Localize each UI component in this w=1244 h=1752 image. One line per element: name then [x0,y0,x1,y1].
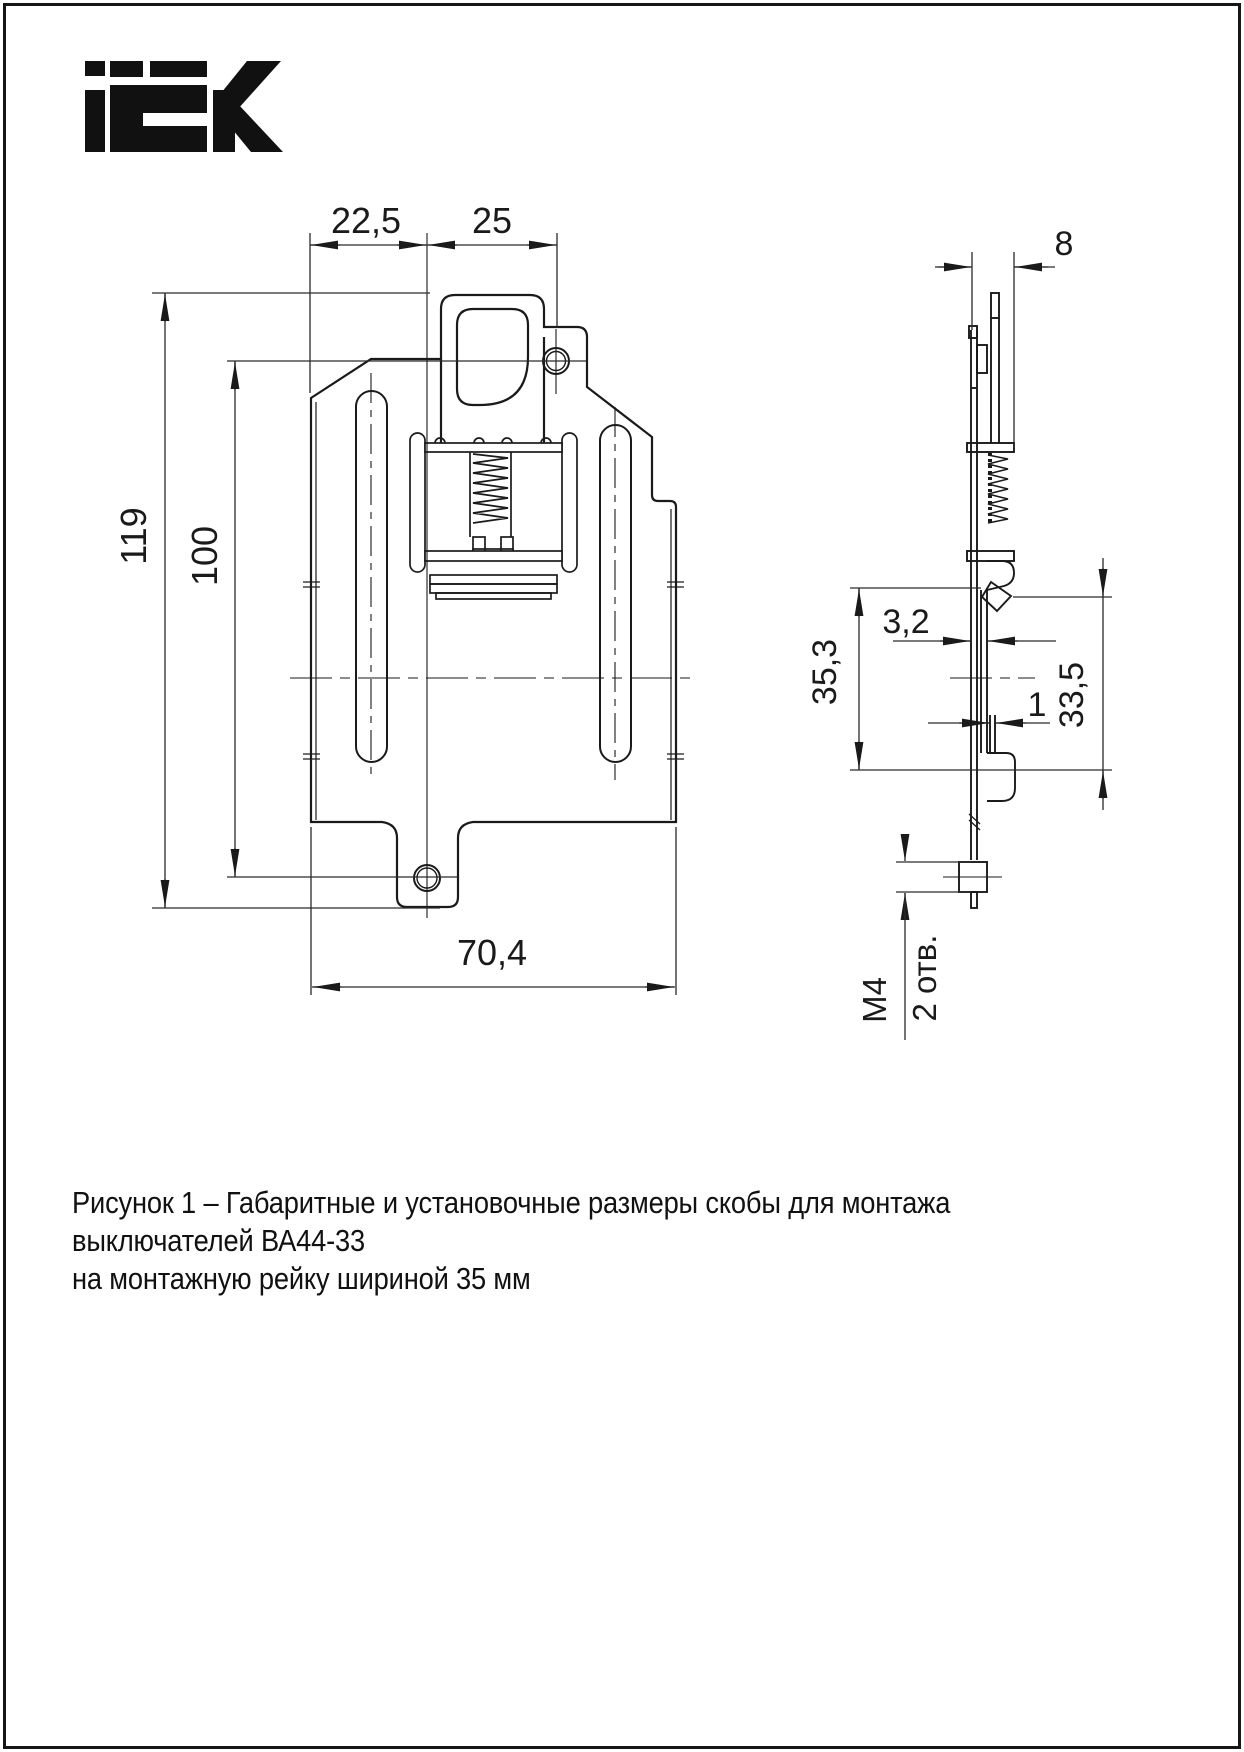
dim-label-119: 119 [113,507,154,565]
spring-front [473,454,508,523]
dim-label-8: 8 [1054,225,1074,263]
bracket-outline [311,295,676,907]
dim-label-1: 1 [1027,686,1047,724]
dim-label-25: 25 [471,200,513,241]
logo-e-bar [150,61,207,77]
figure-caption-line1: Рисунок 1 – Габаритные и установочные размеры скобы для монтажа выключателей ВА44-33 [72,1185,951,1258]
fold-ticks [303,582,684,759]
logo-e-bar [110,61,143,77]
holes-count-label: 2 отв. [906,934,943,1022]
side-profile [959,293,1015,908]
figure-caption [72,1184,1110,1298]
logo-k-arm [213,61,281,110]
dim-label-33-5: 33,5 [1053,661,1091,729]
dim-label-22-5: 22,5 [330,200,402,241]
dim-label-3-2: 3,2 [882,603,930,641]
front-view [290,233,692,918]
tab-hole [457,309,528,405]
dim-label-100: 100 [184,525,225,587]
logo-i-dot [85,61,105,76]
side-view-dimensions [806,225,1112,1040]
dim-label-35-3: 35,3 [806,638,844,706]
thread-label: М4 [856,977,893,1023]
clamp-mechanism [410,433,577,599]
side-view [943,293,1035,908]
iek-logo [85,61,283,152]
dim-label-70-4: 70,4 [456,932,528,973]
front-view-dimensions [113,200,676,995]
figure-caption-line2: на монтажную рейку шириной 35 мм [72,1261,531,1296]
logo-i-stem [85,90,105,152]
logo-e-slit [143,113,207,126]
